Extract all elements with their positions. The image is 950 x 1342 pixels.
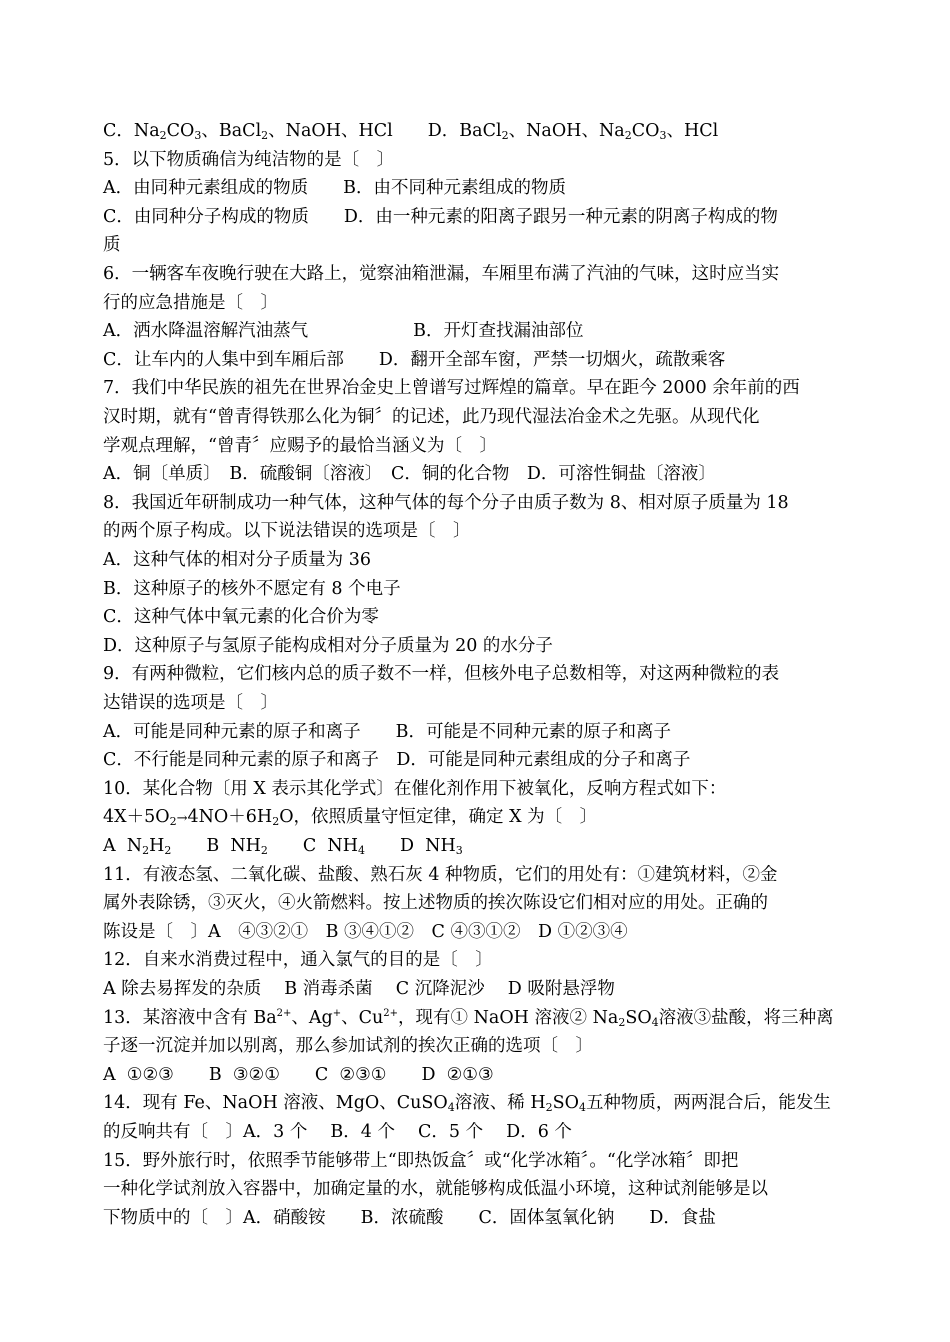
text-line — [103, 117, 848, 145]
text-line — [103, 489, 848, 517]
text-line — [103, 460, 848, 488]
text-run: 下物质中的〔 〕A．硝酸铵 B．浓硫酸 C．固体氢氧化钠 D．食盐 — [103, 1207, 716, 1228]
text-run: A．洒水降温溶解汽油蒸气 B．开灯查找漏油部位 — [103, 321, 584, 342]
text-run: SO — [552, 1093, 579, 1114]
text-run: 行的应急措施是〔 〕 — [103, 292, 278, 313]
text-line — [103, 1175, 848, 1203]
text-line — [103, 718, 848, 746]
text-line — [103, 660, 848, 688]
text-run: 汉时期，就有“曾青得铁那么化为铜〞的记述，此乃现代湿法冶金术之先驱。从现代化 — [103, 407, 760, 427]
text-line — [103, 861, 848, 889]
text-run: 质 — [103, 235, 121, 256]
superscript: 2+ — [276, 1007, 292, 1019]
text-run: A．这种气体的相对分子质量为 36 — [103, 550, 371, 570]
subscript: 2 — [142, 844, 150, 857]
subscript: 2 — [545, 1101, 553, 1115]
text-run: A．铜〔单质〕 B．硫酸铜〔溶液〕 C．铜的化合物 D．可溶性铜盐〔溶液〕 — [103, 464, 716, 485]
text-run: 12．自来水消费过程中，通入氯气的目的是〔 〕 — [103, 950, 493, 971]
text-run: B．这种原子的核外不愿定有 8 个电子 — [103, 578, 401, 599]
subscript: 2 — [618, 1015, 626, 1029]
text-line — [103, 889, 848, 917]
subscript: 2 — [501, 129, 509, 142]
subscript: 2 — [159, 129, 167, 142]
text-line — [103, 775, 848, 803]
subscript: 3 — [659, 129, 667, 142]
subscript: 4 — [358, 844, 365, 857]
text-run: 14．现有 Fe、NaOH 溶液、MgO、CuSO — [103, 1093, 448, 1114]
text-line — [103, 946, 848, 974]
text-line — [103, 575, 848, 603]
text-run: O，依照质量守恒定律，确定 X 为〔 〕 — [279, 807, 598, 828]
text-run: 一种化学试剂放入容器中，加确定量的水，就能够构成低温小环境，这种试剂能够是以 — [103, 1179, 768, 1200]
text-line — [103, 1032, 848, 1060]
text-run: 陈设是〔 〕A ④③②① B ③④①② C ④③①② D ①②③④ — [103, 921, 628, 942]
text-run: 、Ag — [291, 1007, 333, 1028]
text-run: 的两个原子构成。以下说法错误的选项是〔 〕 — [103, 521, 471, 542]
text-run: 13．某溶液中含有 Ba — [103, 1007, 277, 1028]
subscript: 4 — [447, 1101, 455, 1115]
text-line — [103, 203, 848, 231]
text-line — [103, 374, 848, 402]
text-run: 6．一辆客车夜晚行驶在大路上，觉察油箱泄漏，车厢里布满了汽油的气味，这时应当实 — [103, 264, 780, 284]
text-run: D．这种原子与氢原子能构成相对分子质量为 20 的水分子 — [103, 635, 553, 656]
text-run: CO — [631, 121, 660, 141]
text-line — [103, 260, 848, 288]
subscript: 3 — [455, 844, 463, 857]
text-run: 9．有两种微粒，它们核内总的质子数不一样，但核外电子总数相等，对这两种微粒的表 — [103, 664, 780, 685]
text-run: 溶液③盐酸，将三种离 — [658, 1007, 834, 1028]
text-run: 4X＋5O — [103, 807, 170, 828]
text-run: C．由同种分子构成的物质 D．由一种元素的阳离子跟另一种元素的阴离子构成的物 — [103, 206, 778, 227]
text-run: 11．有液态氢、二氧化碳、盐酸、熟石灰 4 种物质，它们的用处有：①建筑材料，②金 — [103, 864, 778, 885]
text-run: A 除去易挥发的杂质 B 消毒杀菌 C 沉降泥沙 D 吸附悬浮物 — [103, 979, 615, 999]
text-line — [103, 403, 848, 431]
text-line — [103, 432, 848, 460]
text-run: 7．我们中华民族的祖先在世界冶金史上曾谱写过辉煌的篇章。早在距今 2000 余年前的西 — [103, 378, 800, 399]
text-run: 5．以下物质确信为纯洁物的是〔 〕 — [103, 149, 395, 170]
text-run: 子逐一沉淀并加以别离，那么参加试剂的挨次正确的选项〔 〕 — [103, 1036, 593, 1057]
text-run: D NH — [365, 836, 456, 856]
text-run: C．不行能是同种元素的原子和离子 D．可能是同种元素组成的分子和离子 — [103, 750, 691, 771]
text-run: 的反响共有〔 〕A．3 个 B．4 个 C．5 个 D．6 个 — [103, 1122, 572, 1142]
text-run: 、NaOH、HCl D．BaCl — [268, 121, 502, 141]
text-run: 8．我国近年研制成功一种气体，这种气体的每个分子由质子数为 8、相对原子质量为 18 — [103, 492, 789, 513]
superscript: 2+ — [383, 1007, 399, 1019]
text-line — [103, 1061, 848, 1089]
text-line — [103, 1118, 848, 1146]
text-run: 属外表除锈，③灭火，④火箭燃料。按上述物质的挨次陈设它们相对应的用处。正确的 — [103, 893, 768, 914]
text-line — [103, 346, 848, 374]
superscript: + — [332, 1007, 342, 1019]
subscript: 2 — [272, 815, 280, 829]
text-run: 溶液、稀 H — [454, 1093, 546, 1114]
text-run: B NH — [171, 836, 261, 856]
text-run: 、NaOH、Na — [508, 121, 625, 141]
text-line — [103, 546, 848, 574]
subscript: 2 — [624, 129, 632, 142]
subscript: 4 — [651, 1015, 659, 1029]
text-line — [103, 1147, 848, 1175]
text-run: A ①②③ B ③②① C ②③① D ②①③ — [103, 1064, 494, 1085]
subscript: 3 — [194, 129, 202, 142]
text-run: 、BaCl — [201, 121, 262, 141]
text-run: C NH — [267, 836, 358, 856]
text-line — [103, 174, 848, 202]
text-run: A N — [103, 836, 143, 856]
text-line — [103, 1004, 848, 1032]
subscript: 2 — [169, 815, 177, 829]
text-line — [103, 632, 848, 660]
text-line — [103, 517, 848, 545]
text-run: CO — [166, 121, 195, 141]
text-line — [103, 1089, 848, 1117]
text-run: C．这种气体中氧元素的化合价为零 — [103, 607, 379, 628]
text-run: SO — [625, 1007, 652, 1028]
text-run: 、Cu — [341, 1007, 384, 1028]
text-run: C．让车内的人集中到车厢后部 D．翻开全部车窗，严禁一切烟火，疏散乘客 — [103, 349, 726, 370]
text-line — [103, 603, 848, 631]
text-line — [103, 1204, 848, 1232]
subscript: 2 — [164, 844, 172, 857]
text-run: 学观点理解，“曾青〞应赐予的最恰当涵义为〔 〕 — [103, 435, 497, 456]
text-line — [103, 689, 848, 717]
text-run: ，现有① NaOH 溶液② Na — [398, 1007, 619, 1028]
text-line — [103, 803, 848, 831]
text-run: 4NO＋6H — [187, 807, 273, 828]
text-run: H — [149, 836, 165, 856]
text-run: 10．某化合物〔用 X 表示其化学式〕在催化剂作用下被氧化，反响方程式如下： — [103, 778, 727, 799]
text-run: 、HCl — [666, 121, 719, 141]
text-line — [103, 231, 848, 259]
text-line — [103, 746, 848, 774]
text-run: 五种物质，两两混合后，能发生 — [585, 1093, 831, 1114]
subscript: 4 — [578, 1101, 586, 1115]
text-line — [103, 832, 848, 860]
text-run: A．由同种元素组成的物质 B．由不同种元素组成的物质 — [103, 178, 566, 199]
text-run: C．Na — [103, 121, 160, 141]
text-line — [103, 918, 848, 946]
reaction-arrow: → — [176, 811, 188, 827]
text-run: A．可能是同种元素的原子和离子 B．可能是不同种元素的原子和离子 — [103, 721, 671, 742]
text-line — [103, 289, 848, 317]
text-line — [103, 146, 848, 174]
text-run: 15．野外旅行时，依照季节能够带上“即热饭盒〞或“化学冰箱〞。“化学冰箱〞即把 — [103, 1150, 739, 1171]
subscript: 2 — [260, 844, 268, 857]
subscript: 2 — [261, 129, 269, 142]
text-run: 达错误的选项是〔 〕 — [103, 693, 278, 713]
text-line — [103, 317, 848, 345]
text-line — [103, 975, 848, 1003]
